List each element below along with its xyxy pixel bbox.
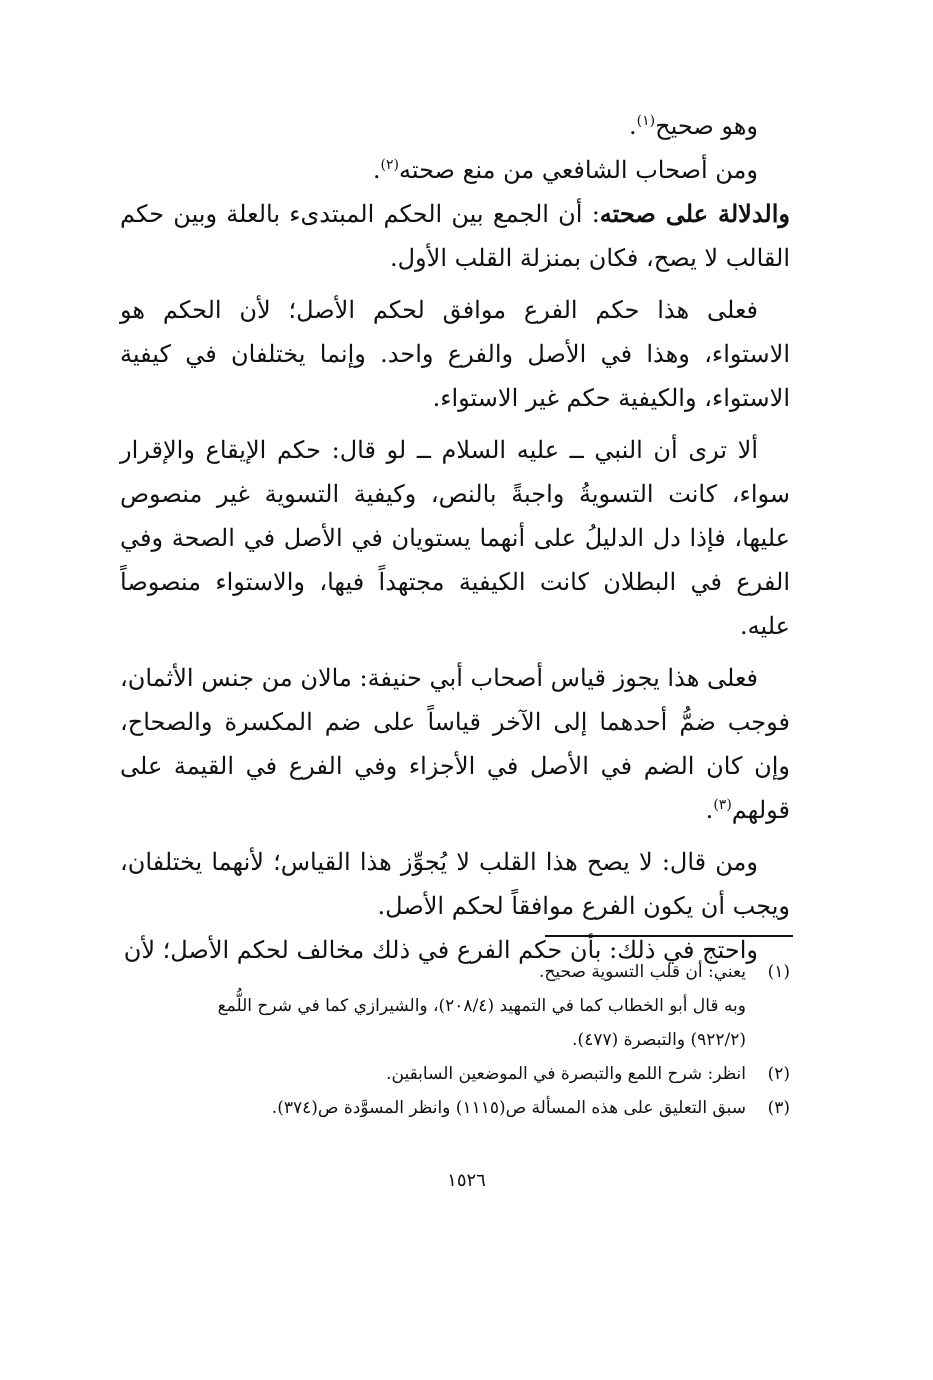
footnote-number: (٢) <box>767 1064 790 1084</box>
footnote-2 <box>150 1057 790 1091</box>
paragraph-6: فعلى هذا يجوز قياس أصحاب أبي حنيفة: مالان من جنس الأثمان، فوجب ضمُّ أحدهما إلى الآخر قياساً على ضم المكسرة والصحاح، وإن كان الضم في الأصل في الأجزاء وفي الفرع في القيمة على قولهم$^{(٣)}$. <box>120 664 791 824</box>
footnote-number: (١) <box>767 962 790 982</box>
main-text <box>120 104 790 972</box>
paragraph-2: ومن أصحاب الشافعي من منع صحته$^{(٢)}$. <box>372 156 758 184</box>
paragraph-1: وهو صحيح$^{(١)}$. <box>629 112 758 140</box>
footnote-text: يعني: أن قلب التسوية صحيح. <box>539 962 746 982</box>
paragraph-7: ومن قال: لا يصح هذا القلب لا يُجوِّز هذا القياس؛ لأنهما يختلفان، ويجب أن يكون الفرع موافقاً لحكم الأصل. <box>120 848 790 920</box>
footnote-ref-3[interactable]: (٣) <box>713 797 732 813</box>
proof-heading: والدلالة على صحته <box>599 199 790 228</box>
paragraph-5: ألا ترى أن النبي ــ عليه السلام ــ لو قال: حكم الإيقاع والإقرار سواء، كانت التسويةُ واجبةً بالنص، وكيفية التسوية غير منصوص عليها، فإذا دل الدليلُ على أنهما يستويان في الأصل في الصحة وفي الفرع في البطلان كانت الكيفية مجتهداً فيها، والاستواء منصوصاً عليه. <box>120 436 790 640</box>
footnote-ref-1[interactable]: (١) <box>636 113 656 129</box>
footnote-text: سبق التعليق على هذه المسألة ص(١١١٥) وانظر المسوَّدة ص(٣٧٤). <box>271 1098 746 1118</box>
footnote-ref-2[interactable]: (٢) <box>380 157 399 173</box>
footnote-3 <box>150 1091 790 1125</box>
paragraph-4: فعلى هذا حكم الفرع موافق لحكم الأصل؛ لأن الحكم هو الاستواء، وهذا في الأصل والفرع واحد. وإنما يختلفان في كيفية الاستواء، والكيفية حكم غير الاستواء. <box>120 296 790 412</box>
footnote-1-continuation: (٩٢٢/٢) والتبصرة (٤٧٧). <box>572 1030 746 1050</box>
page-number: ١٥٢٦ <box>447 1170 486 1191</box>
footnote-divider <box>545 935 793 937</box>
paragraph-3: والدلالة على صحته: أن الجمع بين الحكم المبتدىء بالعلة وبين حكم القالب لا يصح، فكان بمنزلة القلب الأول. <box>120 199 790 272</box>
footnote-text: انظر: شرح اللمع والتبصرة في الموضعين السابقين. <box>386 1064 746 1084</box>
footnote-1-continuation: وبه قال أبو الخطاب كما في التمهيد (٢٠٨/٤)، والشيرازي كما في شرح اللُّمع <box>217 996 746 1016</box>
footnote-1 <box>150 955 790 989</box>
footnote-number: (٣) <box>767 1098 790 1118</box>
paragraph-8: واحتج في ذلك: بأن حكم الفرع في ذلك مخالف لحكم الأصل؛ لأن <box>123 936 758 964</box>
footnotes <box>150 955 790 1125</box>
